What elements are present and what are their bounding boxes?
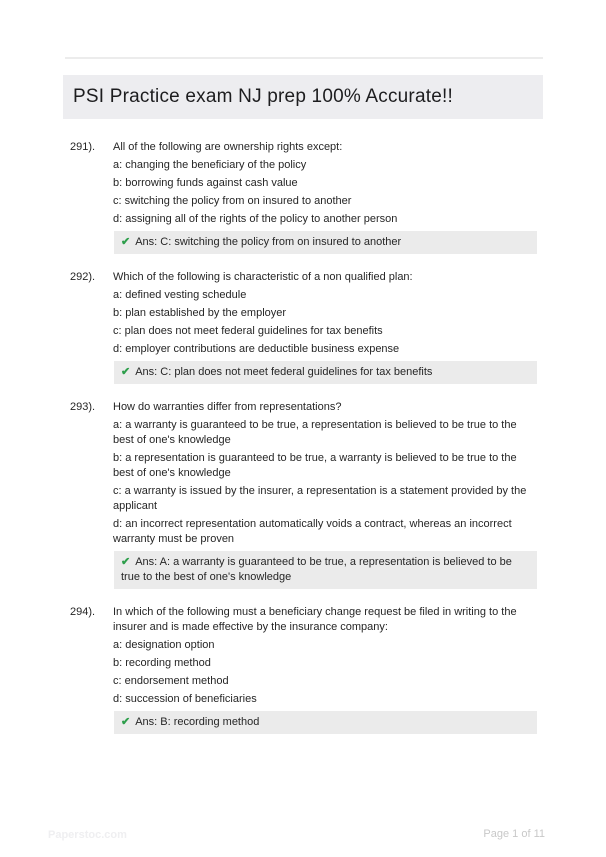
question-block-294	[0, 605, 606, 734]
check-icon: ✔	[121, 236, 131, 248]
question-list	[0, 140, 606, 734]
header-divider	[65, 57, 543, 59]
check-icon: ✔	[121, 366, 131, 378]
check-icon: ✔	[121, 556, 131, 568]
option-b: b: plan established by the employer	[113, 307, 287, 319]
page-number-label: Page 1 of 11	[483, 828, 545, 840]
option-b: b: borrowing funds against cash value	[113, 177, 298, 189]
answer-box	[114, 361, 537, 384]
check-icon: ✔	[121, 716, 131, 728]
question-body	[113, 400, 537, 589]
answer-text: Ans: A: a warranty is guaranteed to be true, a representation is believed to be true to the best of one's knowledge	[121, 556, 512, 583]
question-body	[113, 605, 537, 734]
question-block-292	[0, 270, 606, 384]
option-d: d: employer contributions are deductible business expense	[113, 343, 400, 355]
answer-box	[114, 551, 537, 589]
question-text: How do warranties differ from representations?	[113, 401, 342, 413]
option-c: c: a warranty is issued by the insurer, a representation is a statement provided by the applicant	[113, 485, 527, 512]
watermark: Paperstoc.com	[48, 829, 127, 841]
option-a: a: a warranty is guaranteed to be true, a representation is believed to be true to the best of one's knowledge	[113, 419, 517, 446]
answer-text: Ans: B: recording method	[135, 716, 260, 728]
question-block-293	[0, 400, 606, 589]
option-c: c: switching the policy from on insured to another	[113, 195, 352, 207]
option-d: d: an incorrect representation automatically voids a contract, whereas an incorrect warranty must be proven	[113, 518, 512, 545]
document-title: PSI Practice exam NJ prep 100% Accurate!!	[63, 75, 543, 119]
option-d: d: succession of beneficiaries	[113, 693, 257, 705]
question-number: 294).	[70, 606, 96, 618]
option-d: d: assigning all of the rights of the policy to another person	[113, 213, 398, 225]
answer-box	[114, 231, 537, 254]
answer-box	[114, 711, 537, 734]
option-a: a: changing the beneficiary of the policy	[113, 159, 307, 171]
question-number: 293).	[70, 401, 96, 413]
option-b: b: a representation is guaranteed to be true, a warranty is believed to be true to the best of one's knowledge	[113, 452, 517, 479]
question-text: Which of the following is characteristic of a non qualified plan:	[113, 271, 413, 283]
option-c: c: endorsement method	[113, 675, 229, 687]
option-a: a: designation option	[113, 639, 215, 651]
question-number: 291).	[70, 141, 96, 153]
option-a: a: defined vesting schedule	[113, 289, 247, 301]
option-c: c: plan does not meet federal guidelines for tax benefits	[113, 325, 383, 337]
question-number: 292).	[70, 271, 96, 283]
question-body	[113, 140, 537, 254]
answer-text: Ans: C: plan does not meet federal guidelines for tax benefits	[135, 366, 433, 378]
question-text: All of the following are ownership rights except:	[113, 141, 343, 153]
question-text: In which of the following must a beneficiary change request be filed in writing to the insurer and is made effective by the insurance company:	[113, 606, 517, 633]
question-body	[113, 270, 537, 384]
option-b: b: recording method	[113, 657, 211, 669]
answer-text: Ans: C: switching the policy from on insured to another	[135, 236, 402, 248]
question-block-291	[0, 140, 606, 254]
